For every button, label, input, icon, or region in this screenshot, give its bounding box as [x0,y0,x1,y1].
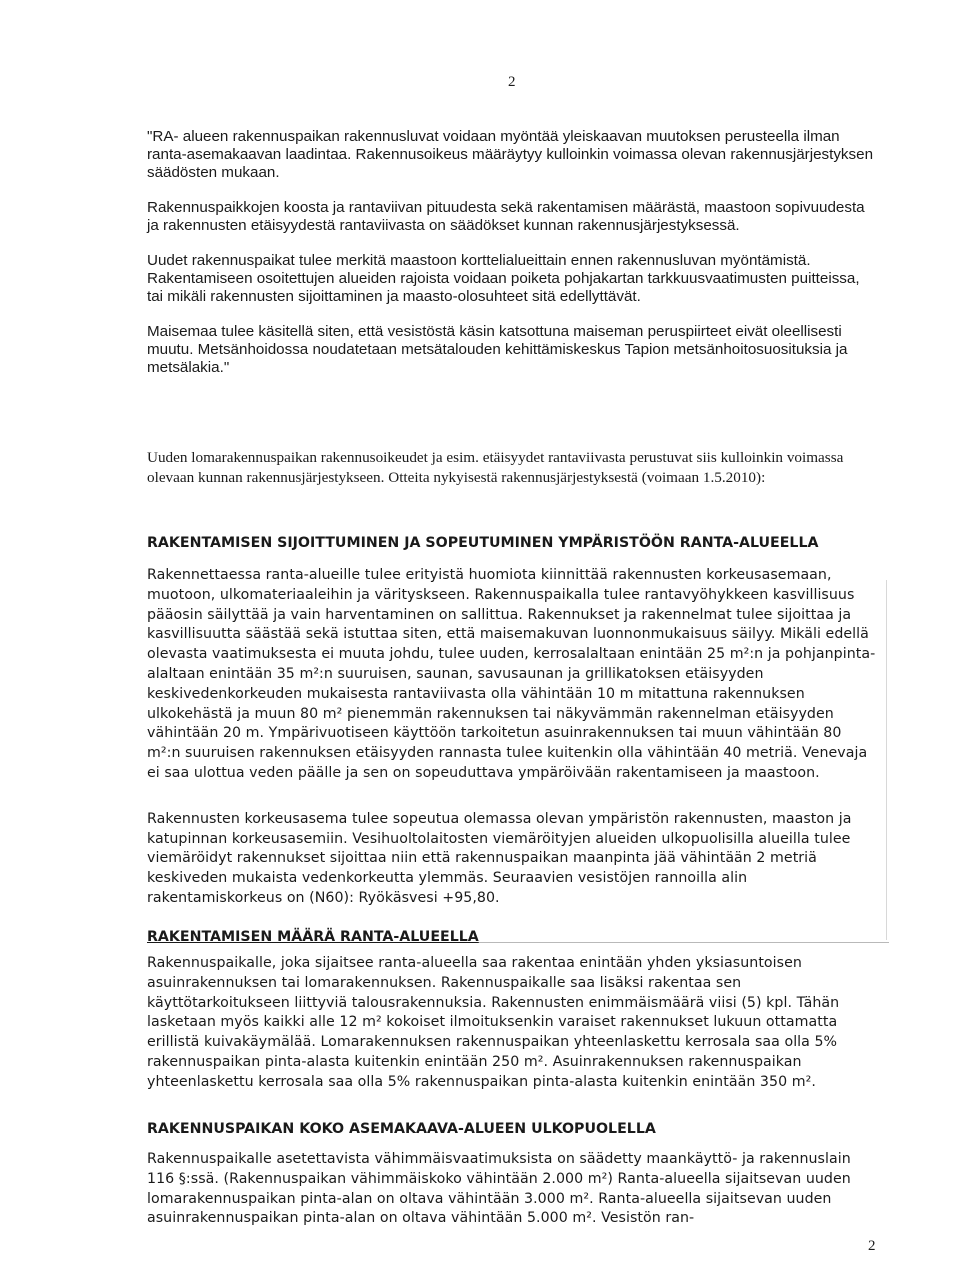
section-placement [147,534,879,909]
section-heading-size: RAKENNUSPAIKAN KOKO ASEMAKAAVA-ALUEEN ULKOPUOLELLA [147,1121,656,1137]
quote-block [147,128,879,377]
section-heading-placement: RAKENTAMISEN SIJOITTUMINEN JA SOPEUTUMINEN YMPÄRISTÖÖN RANTA-ALUEELLA [147,535,819,551]
section-amount-paragraph-1: Rakennuspaikalle, joka sijaitsee ranta-alueella saa rakentaa enintään yhden yksiasuntoisen asuinrakennuksen tai lomarakennuksen. Rakennuspaikalle saa lisäksi rakentaa sen käyttötarkoitukseen liittyviä talousrakennuksia. Rakennusten enimmäismäärä viisi (5) kpl. Tähän lasketaan myös kaikki alle 12 m² kokoiset ilmoituksenkin varaiset rakennukset lukuun ottamatta erillistä kuivakäymälää. Lomarakennuksen rakennuspaikan yhteenlaskettu kerrosala saa olla 5% rakennuspaikan pinta-alasta kuitenkin enintään 250 m². Asuinrakennuksen rakennuspaikan yhteenlaskettu kerrosala saa olla 5% rakennuspaikan pinta-alasta kuitenkin enintään 350 m². [147,955,840,1090]
section-placement-paragraph-1: Rakennettaessa ranta-alueille tulee erityistä huomiota kiinnittää rakennusten korkeusasemaan, muotoon, ulkomateriaaleihin ja värityskseen. Rakennuspaikalla tulee rantavyöhykkeen kasvillisuus pääosin säilyttää ja vain harventaminen on sallittua. Rakennukset ja rakennelmat tulee sijoittaa ja kasvillisuutta säästää sekä istuttaa siten, että maisemakuvan luonnonmukaisuus säilyy. Mikäli edellä olevasta vaatimuksesta ei muuta johdu, tulee uuden, kerrosalaltaan enintään 25 m²:n ja pohjanpinta-alaltaan enintään 35 m²:n suuruisen, saunan, savusaunan ja grillikatoksen etäisyyden keskivedenkorkeuden mukaisesta rantaviivasta olla vähintään 10 m mitattuna rakennuksen ulkokehästä ja muun 80 m² pienemmän rakennuksen tai näkyvämmän rakennelman etäisyyden vähintään 20 m. Ympärivuotiseen käyttöön tarkoitetun asuinrakennuksen tai muun vähintään 80 m²:n suuruisen rakennuksen etäisyyden rannasta tulee kuitenkin olla vähintään 40 metriä. Venevaja ei saa ulottua veden päälle ja sen on sopeuduttava ympäröivään rakentamiseen ja maastoon. [147,567,876,781]
quote-paragraph-1: "RA- alueen rakennuspaikan rakennusluvat voidaan myöntää yleiskaavan muutoksen perusteella ilman ranta-asemakaavan laadintaa. Rakennusoikeus määräytyy kulloinkin voimassa olevan rakennusjärjestyksen säädösten mukaan. [147,128,874,181]
margin-line [886,580,887,940]
intro-paragraph: Uuden lomarakennuspaikan rakennusoikeudet ja esim. etäisyydet rantaviivasta perustuvat siis kulloinkin voimassa olevaan kunnan rakennusjärjestykseen. Otteita nykyisestä rakennusjärjestyksestä (voimaan 1.5.2010): [147,449,844,486]
section-amount [147,928,879,1093]
page-number-bottom: 2 [868,1238,876,1254]
section-size-paragraph-1: Rakennuspaikalle asetettavista vähimmäisvaatimuksista on säädetty maankäyttö- ja rakennuslain 116 §:ssä. (Rakennuspaikan vähimmäiskoko vähintään 2.000 m²) Ranta-alueella sijaitsevan uuden lomarakennuspaikan pinta-alan on oltava vähintään 3.000 m². Ranta-alueella sijaitsevan uuden asuinrakennuspaikan pinta-alan on oltava vähintään 5.000 m². Vesistön ran- [147,1151,851,1227]
quote-paragraph-3: Uudet rakennuspaikat tulee merkitä maastoon korttelialueittain ennen rakennusluvan myöntämistä. Rakentamiseen osoitettujen alueiden rajoista voidaan poiketa pohjakartan tarkkuusvaatimusten puitteissa, tai mikäli rakennusten sijoittaminen ja maasto-olosuhteet sitä edellyttävät. [147,252,860,305]
quote-paragraph-2: Rakennuspaikkojen koosta ja rantaviivan pituudesta sekä rakentamisen määrästä, maastoon sopivuudesta ja rakennusten etäisyydestä rantaviivasta on säädökset kunnan rakennusjärjestyksessä. [147,199,865,234]
quote-paragraph-4: Maisemaa tulee käsitellä siten, että vesistöstä käsin katsottuna maiseman peruspiirteet eivät oleellisesti muutu. Metsänhoidossa noudatetaan metsätalouden kehittämiskeskus Tapion metsänhoitosuosituksia ja metsälakia." [147,323,848,376]
intro-block [147,448,879,488]
page-number-top: 2 [508,74,516,90]
section-size [147,1120,879,1229]
section-heading-amount: RAKENTAMISEN MÄÄRÄ RANTA-ALUEELLA [147,929,479,945]
section-placement-paragraph-2: Rakennusten korkeusasema tulee sopeutua olemassa olevan ympäristön rakennusten, maaston ja katupinnan korkeusasemiin. Vesihuoltolaitosten viemäröityjen alueiden ulkopuolisilla alueilla tulee viemäröidyt rakennukset sijoittaa niin että rakennuspaikan maanpinta jää vähintään 2 metriä keskiveden mukaista vedenkorkeutta ylemmäs. Seuraavien vesistöjen rannoilla alin rakentamiskorkeus on (N60): Ryökäsvesi +95,80. [147,810,852,906]
